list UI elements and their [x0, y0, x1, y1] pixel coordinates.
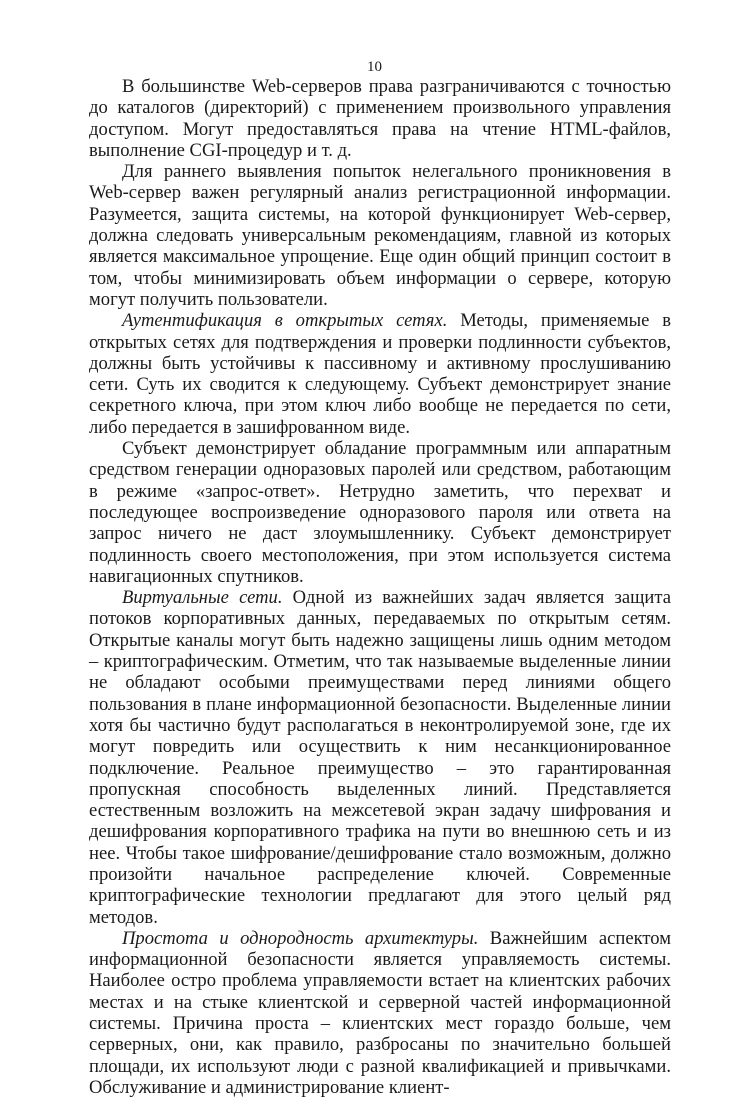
- paragraph-text: Для раннего выявления попыток нелегального проникновения в Web-сервер важен регулярный анализ регистрационной информации. Разумеется, защита системы, на которой функционирует Web-сервер, должна следовать универсальным рекомендациям, главной из которых является максимальное упрощение. Еще один общий принцип состоит в том, чтобы минимизировать объем информации о сервере, которую могут получить пользователи.: [89, 161, 671, 310]
- paragraph-text: В большинстве Web-серверов права разграничиваются с точностью до каталогов (директорий) с применением произвольного управления доступом. Могут предоставляться права на чтение HTML-файлов, выполнение CGI-процедур и т. д.: [89, 76, 671, 161]
- paragraph-lead: Виртуальные сети.: [122, 587, 283, 609]
- paragraph-lead: Аутентификация в открытых сетях.: [122, 310, 448, 332]
- body-text: [89, 76, 671, 1098]
- page-number: 10: [367, 59, 382, 75]
- paragraph-4: [89, 438, 671, 587]
- paragraph-3: [89, 310, 671, 438]
- paragraph-5: [89, 587, 671, 928]
- paragraph-lead: Простота и однородность архитектуры.: [122, 927, 479, 949]
- paragraph-6: [89, 928, 671, 1098]
- paragraph-text: Субъект демонстрирует обладание программным или аппаратным средством генерации одноразовых паролей или средством, работающим в режиме «запрос-ответ». Нетрудно заметить, что перехват и последующее воспроизведение одноразового пароля или ответа на запрос ничего не даст злоумышленнику. Субъект демонстрирует подлинность своего местоположения, при этом используется система навигационных спутников.: [89, 438, 671, 587]
- paragraph-text: Важнейшим аспектом информационной безопасности является управляемость системы. Наиболее остро проблема управляемости встает на клиентских рабочих местах и на стыке клиентской и серверной частей информационной системы. Причина проста – клиентских мест гораздо больше, чем серверных, они, как правило, разбросаны по значительно большей площади, их используют люди с разной квалификацией и привычками. Обслуживание и администрирование клиент-: [89, 927, 671, 1098]
- paragraph-text: Одной из важнейших задач является защита потоков корпоративных данных, передаваемых по открытым сетям. Открытые каналы могут быть надежно защищены лишь одним методом – криптографическим. Отметим, что так называемые выделенные линии не обладают особыми преимуществами перед линиями общего пользования в плане информационной безопасности. Выделенные линии хотя бы частично будут располагаться в неконтролируемой зоне, где их могут повредить или осуществить к ним несанкционированное подключение. Реальное преимущество – это гарантированная пропускная способность выделенных линий. Представляется естественным возложить на межсетевой экран задачу шифрования и дешифрования корпоративного трафика на пути во внешнюю сеть и из нее. Чтобы такое шифрование/дешифрование стало возможным, должно произойти начальное распределение ключей. Современные криптографические технологии предлагают для этого целый ряд методов.: [89, 587, 671, 928]
- paragraph-2: [89, 161, 671, 310]
- paragraph-1: [89, 76, 671, 161]
- paragraph-text: Методы, применяемые в открытых сетях для подтверждения и проверки подлинности субъектов, должны быть устойчивы к пассивному и активному прослушиванию сети. Суть их сводится к следующему. Субъект демонстрирует знание секретного ключа, при этом ключ либо вообще не передается по сети, либо передается в зашифрованном виде.: [89, 310, 671, 438]
